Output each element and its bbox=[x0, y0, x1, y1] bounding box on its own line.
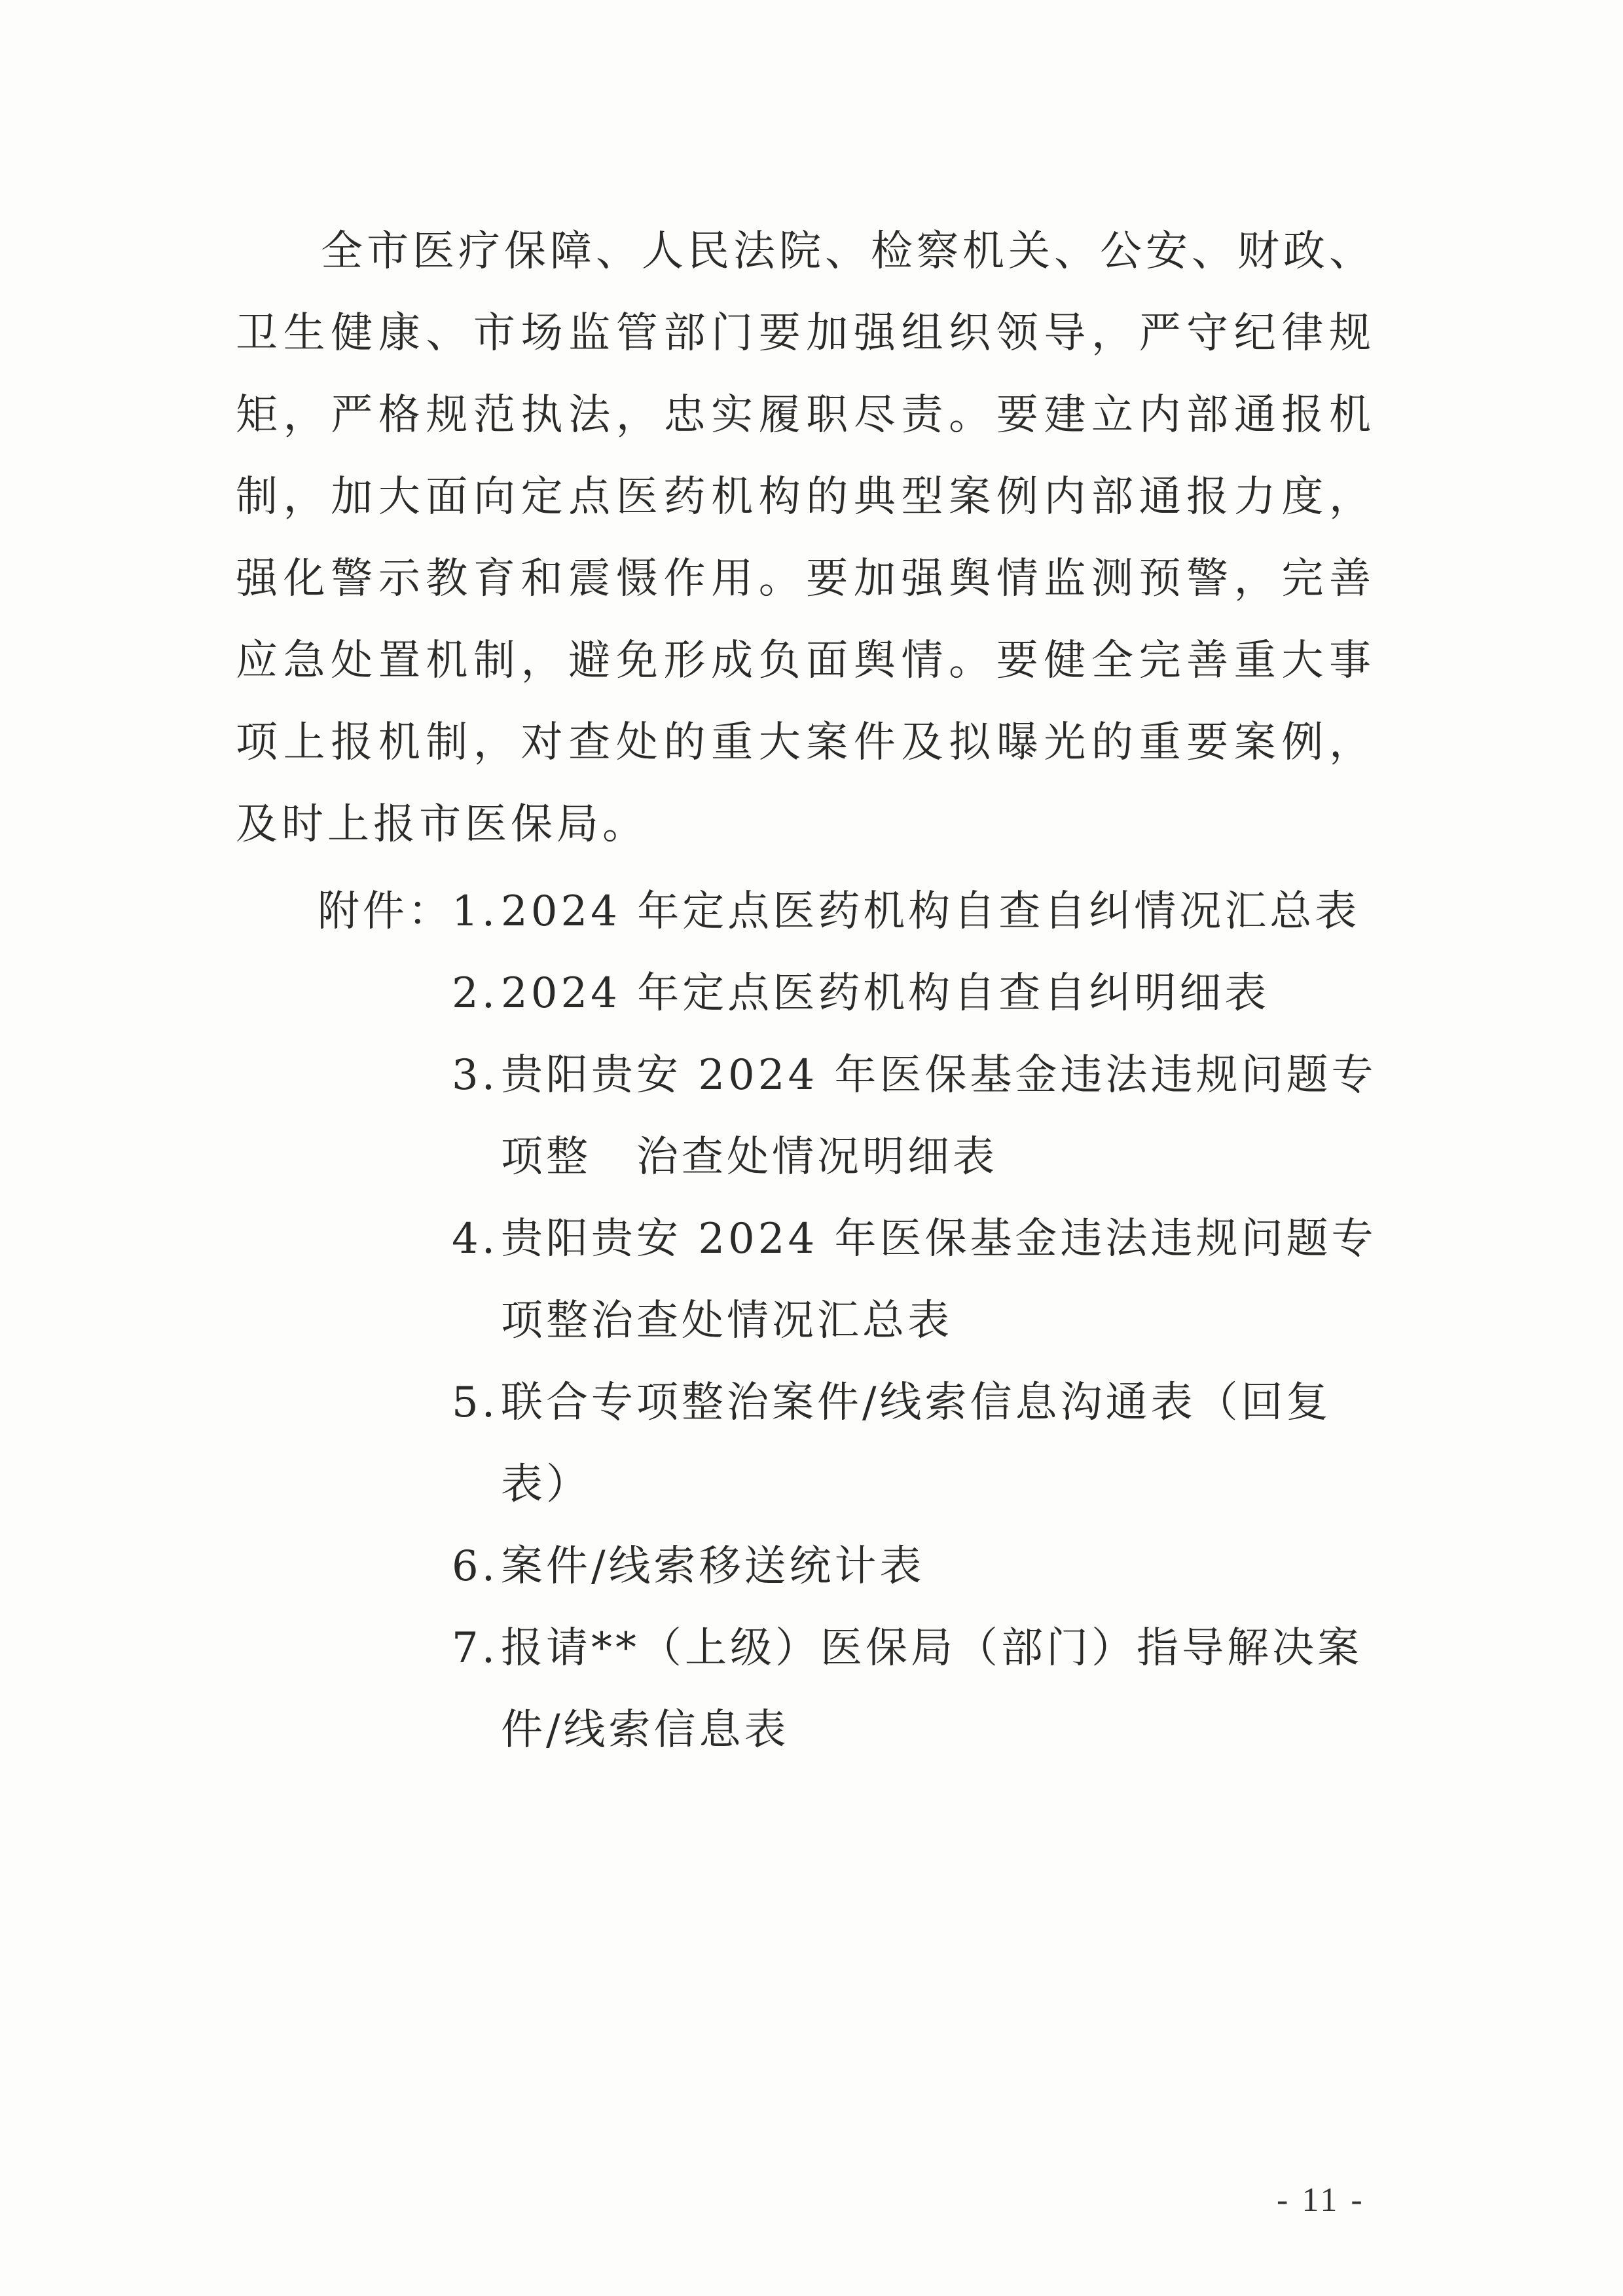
attachment-item bbox=[318, 953, 1378, 1035]
attachment-number: 7. bbox=[452, 1624, 499, 1673]
attachment-number: 1. bbox=[452, 887, 499, 936]
page-number: - 11 - bbox=[1277, 2181, 1365, 2219]
attachment-item bbox=[318, 1035, 1378, 1198]
attachment-title: 报请**（上级）医保局（部门）指导解决案件/线索信息表 bbox=[501, 1624, 1362, 1754]
attachment-item bbox=[318, 1608, 1378, 1771]
attachment-item bbox=[318, 1362, 1378, 1526]
body-paragraph: 全市医疗保障、人民法院、检察机关、公安、财政、卫生健康、市场监管部门要加强组织领导，严守纪律规矩，严格规范执法，忠实履职尽责。要建立内部通报机制，加大面向定点医药机构的典型案例内部通报力度，强化警示教育和震慑作用。要加强舆情监测预警，完善应急处置机制，避免形成负面舆情。要健全完善重大事项上报机制，对查处的重大案件及拟曝光的重要案例，及时上报市医保局。 bbox=[236, 227, 1375, 849]
attachment-title: 2024 年定点医药机构自查自纠明细表 bbox=[501, 969, 1270, 1018]
attachment-number: 4. bbox=[452, 1215, 499, 1263]
attachments-list bbox=[318, 871, 1378, 1771]
attachment-item bbox=[318, 1526, 1378, 1608]
attachment-title: 案件/线索移送统计表 bbox=[501, 1542, 925, 1591]
attachments-label: 附件： bbox=[318, 887, 453, 936]
attachment-number: 6. bbox=[452, 1542, 499, 1591]
attachment-title: 联合专项整治案件/线索信息沟通表（回复表） bbox=[501, 1379, 1332, 1509]
attachment-number: 2. bbox=[452, 969, 499, 1018]
attachment-item bbox=[318, 871, 1378, 953]
attachment-title: 贵阳贵安 2024 年医保基金违法违规问题专项整治查处情况汇总表 bbox=[501, 1215, 1377, 1345]
attachment-item bbox=[318, 1198, 1378, 1362]
attachment-title: 贵阳贵安 2024 年医保基金违法违规问题专项整 治查处情况明细表 bbox=[501, 1051, 1377, 1181]
attachment-title: 2024 年定点医药机构自查自纠情况汇总表 bbox=[501, 887, 1360, 936]
attachment-number: 5. bbox=[452, 1379, 499, 1427]
attachment-number: 3. bbox=[452, 1051, 499, 1100]
